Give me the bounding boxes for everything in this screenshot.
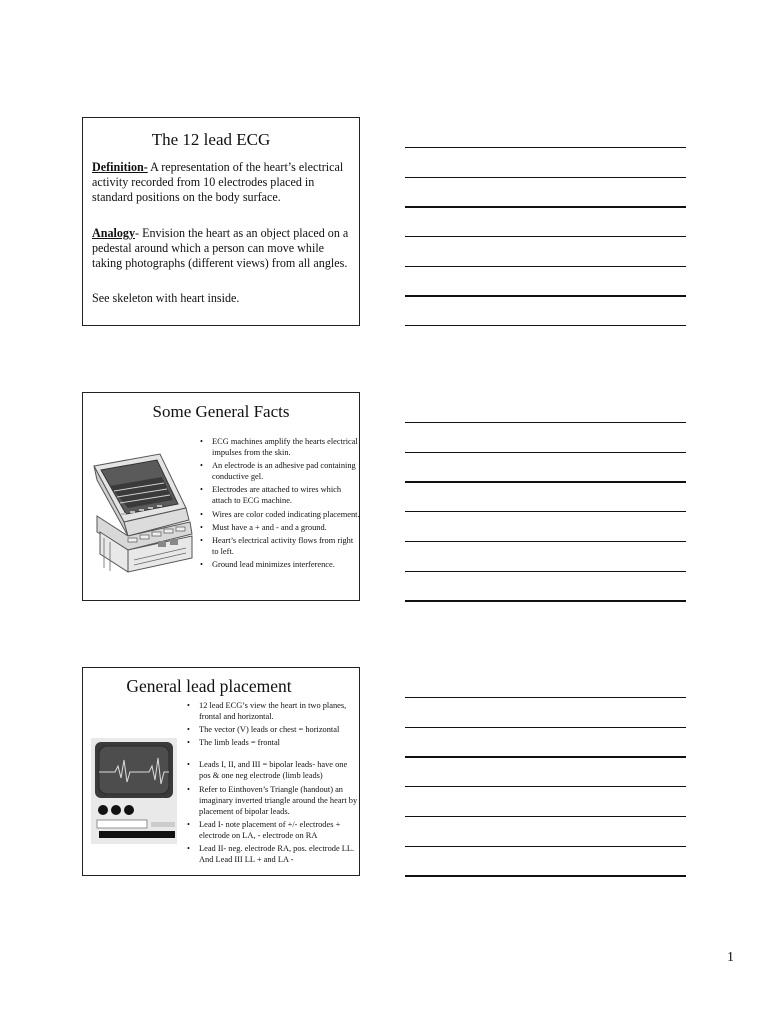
note-line: [405, 541, 686, 542]
list-item: • Wires are color coded indicating placement.: [200, 509, 360, 520]
note-line: [405, 206, 686, 208]
facts-list: [200, 436, 360, 572]
slide-1: [82, 117, 360, 326]
list-item: • Lead I- note placement of +/- electrodes + electrode on LA, - electrode on RA: [187, 819, 359, 841]
definition-text: A representation of the heart’s electrical activity recorded from 10 electrodes placed in standard positions on the body surface.: [92, 160, 344, 205]
note-line: [405, 756, 686, 758]
ecg-machine-illustration: [88, 450, 196, 575]
note-line: [405, 266, 686, 267]
lead-placement-list: [187, 700, 359, 867]
note-line: [405, 481, 686, 483]
note-line: [405, 177, 686, 178]
note-line: [405, 846, 686, 847]
note-line: [405, 727, 686, 728]
note-line: [405, 816, 686, 817]
list-item: • Must have a + and - and a ground.: [200, 522, 360, 533]
list-item: • Refer to Einthoven’s Triangle (handout) an imaginary inverted triangle around the heart by placement of bipolar leads.: [187, 784, 359, 817]
note-line: [405, 600, 686, 602]
note-line: [405, 422, 686, 423]
list-item: • Ground lead minimizes interference.: [200, 559, 360, 570]
note-line: [405, 452, 686, 453]
list-item: • The vector (V) leads or chest = horizontal: [187, 724, 359, 735]
list-item: • Leads I, II, and III = bipolar leads- have one pos & one neg electrode (limb leads): [187, 759, 359, 781]
note-line: [405, 511, 686, 512]
slide-3: [82, 667, 360, 876]
note-line: [405, 147, 686, 148]
note-line: [405, 875, 686, 877]
list-item: • 12 lead ECG’s view the heart in two planes, frontal and horizontal.: [187, 700, 359, 722]
note-line: [405, 295, 686, 297]
list-item: • Lead II- neg. electrode RA, pos. electrode LL. And Lead III LL + and LA -: [187, 843, 359, 865]
slide-title: General lead placement: [126, 676, 292, 696]
slide-2: [82, 392, 360, 601]
ecg-monitor-illustration: [91, 738, 177, 844]
definition-term: Definition-: [92, 160, 148, 174]
slide-title: Some General Facts: [152, 402, 290, 421]
list-item: • An electrode is an adhesive pad containing conductive gel.: [200, 460, 360, 482]
skeleton-note: See skeleton with heart inside.: [92, 291, 240, 305]
list-item: • The limb leads = frontal: [187, 737, 359, 748]
note-line: [405, 325, 686, 326]
analogy-paragraph: [92, 226, 356, 272]
analogy-text: - Envision the heart as an object placed on a pedestal around which a person can move while taking photographs (different views) from all angles.: [92, 226, 349, 271]
definition-paragraph: [92, 160, 356, 206]
page-number: 1: [727, 950, 734, 965]
note-line: [405, 236, 686, 237]
analogy-term: Analogy: [92, 226, 136, 240]
list-item: • ECG machines amplify the hearts electrical impulses from the skin.: [200, 436, 360, 458]
list-item: • Heart’s electrical activity flows from right to left.: [200, 535, 360, 557]
list-item: • Electrodes are attached to wires which attach to ECG machine.: [200, 484, 360, 506]
note-line: [405, 697, 686, 698]
note-line: [405, 786, 686, 787]
note-line: [405, 571, 686, 572]
slide-title: The 12 lead ECG: [151, 130, 271, 149]
